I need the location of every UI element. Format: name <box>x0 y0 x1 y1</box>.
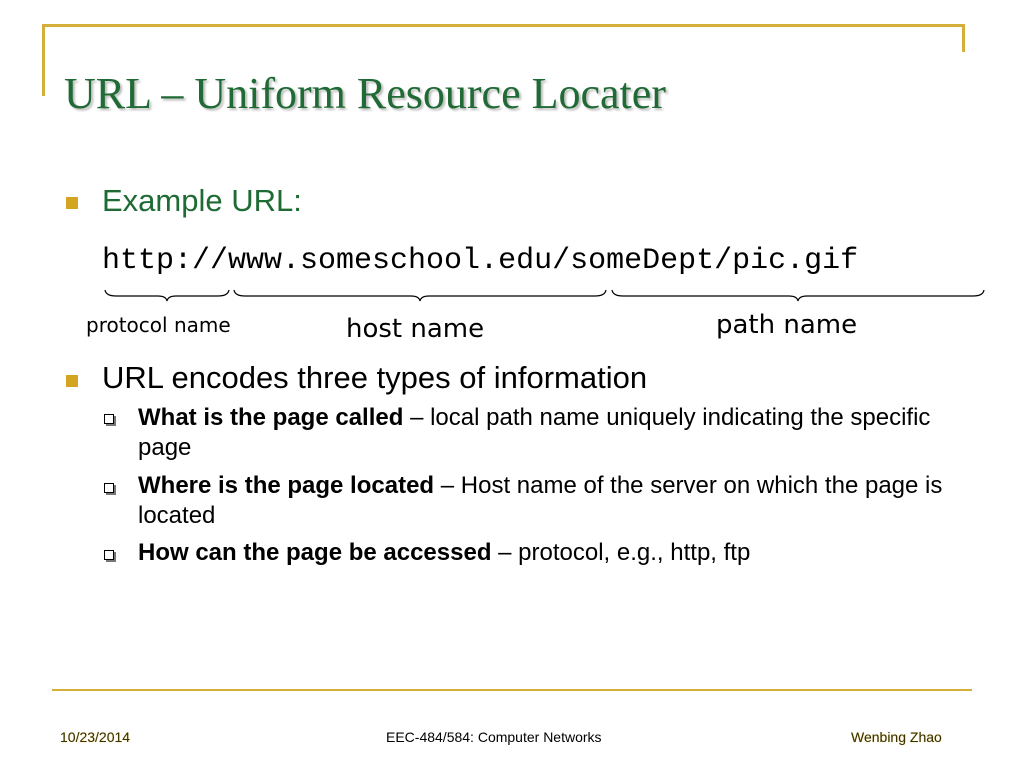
sub-item-text: – protocol, e.g., http, ftp <box>491 539 751 566</box>
sub-item-text: – local path name uniquely indicating the specific page <box>138 404 931 461</box>
footer-rule <box>52 689 972 691</box>
sub-item-page-accessed <box>138 538 958 568</box>
footer-course: EEC-484/584: Computer Networks <box>386 729 602 745</box>
sub-item-page-located <box>138 471 958 531</box>
bullet-square-icon <box>66 375 78 387</box>
url-part-braces <box>0 288 1024 310</box>
protocol-brace <box>105 290 229 301</box>
sub-bullet-icon <box>104 483 114 493</box>
sub-item-text: – Host name of the server on which the page is located <box>138 472 943 529</box>
sub-bullet-icon <box>104 550 114 560</box>
sub-item-page-called <box>138 403 958 463</box>
path-name-annotation: path name <box>716 310 858 340</box>
path-brace <box>612 290 984 301</box>
footer-date: 10/23/2014 <box>60 729 131 745</box>
footer-author: Wenbing Zhao <box>851 729 942 745</box>
protocol-name-annotation: protocol name <box>86 313 231 337</box>
host-brace <box>234 290 606 301</box>
host-name-annotation: host name <box>346 314 485 344</box>
encodes-heading: URL encodes three types of information <box>102 360 648 395</box>
frame-left-rule <box>42 24 45 96</box>
example-url: http://www.someschool.edu/someDept/pic.gif <box>102 244 859 278</box>
slide-title: URL – Uniform Resource Locater <box>64 69 666 118</box>
frame-right-rule <box>962 24 965 52</box>
sub-item-bold: Where is the page located <box>138 472 435 499</box>
sub-item-bold: How can the page be accessed <box>138 539 492 566</box>
sub-item-bold: What is the page called <box>138 404 404 431</box>
sub-bullet-icon <box>104 414 114 424</box>
example-url-label: Example URL: <box>102 183 302 218</box>
bullet-square-icon <box>66 197 78 209</box>
frame-top-rule <box>42 24 964 27</box>
